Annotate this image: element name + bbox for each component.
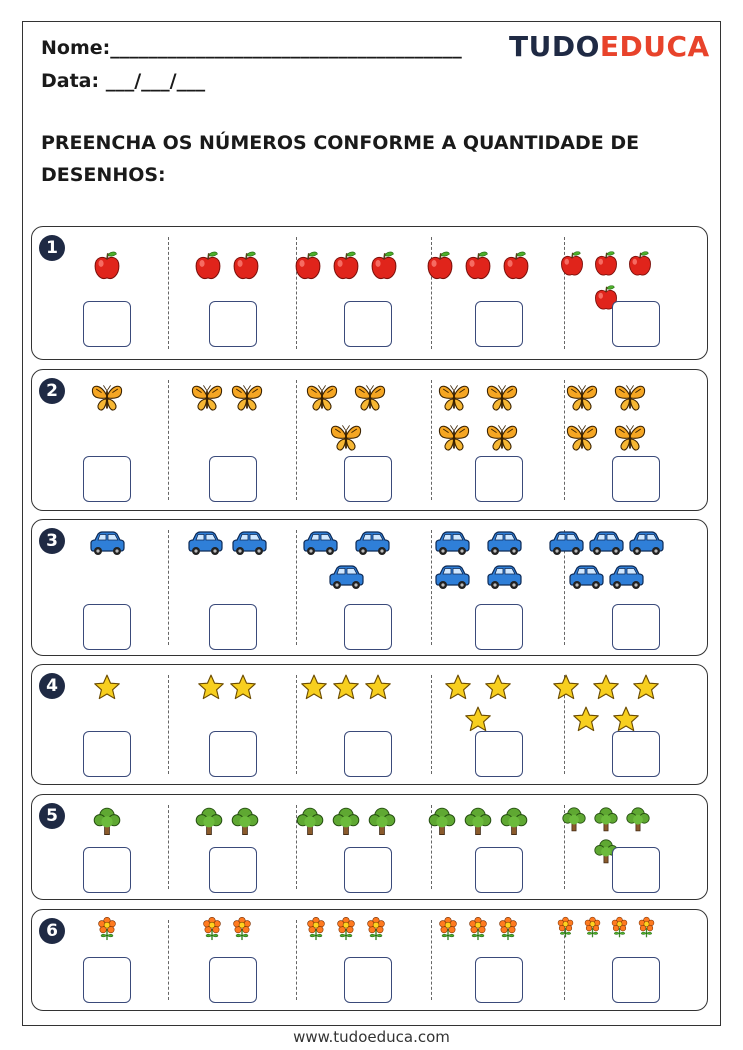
exercise-row-2 [31,369,708,511]
butterfly-icon [612,420,648,460]
flower-icon [554,916,577,943]
logo-part-1: TUDO [509,30,600,63]
butterfly-icon [612,380,648,420]
tree-icon [229,805,261,841]
flower-icon [635,916,658,943]
picture-group [545,916,667,943]
star-icon [300,673,328,705]
star-icon [332,673,360,705]
car-icon [87,528,127,562]
butterfly-icon [436,380,472,420]
answer-box[interactable] [475,604,523,650]
tree-icon [294,805,326,841]
answer-box[interactable] [344,731,392,777]
picture-group [285,249,407,287]
car-icon [484,562,524,596]
tree-icon [560,805,588,837]
tree-icon [193,805,225,841]
star-icon [364,673,392,705]
answer-box[interactable] [612,731,660,777]
star-icon [444,673,472,705]
car-icon [300,528,340,562]
picture-group [417,249,539,287]
apple-icon [625,249,655,283]
butterfly-icon [189,380,225,420]
picture-group [285,673,407,705]
car-icon [432,562,472,596]
picture-group [46,916,168,946]
answer-box[interactable] [344,604,392,650]
answer-box[interactable] [83,957,131,1003]
picture-group [285,380,407,460]
picture-group [166,380,288,420]
butterfly-icon [352,380,388,420]
butterfly-icon [304,380,340,420]
car-icon [326,562,366,596]
car-icon [432,528,472,562]
answer-box[interactable] [209,731,257,777]
footer-url: www.tudoeduca.com [293,1028,450,1046]
flower-icon [495,916,521,946]
picture-group [166,916,288,946]
car-icon [606,562,646,596]
date-field[interactable]: Data: ___/___/___ [41,70,206,92]
butterfly-icon [436,420,472,460]
tree-icon [498,805,530,841]
flower-icon [581,916,604,943]
answer-box[interactable] [475,957,523,1003]
picture-group [166,249,288,287]
flower-icon [94,916,120,946]
answer-box[interactable] [83,604,131,650]
picture-group [46,249,168,287]
car-icon [229,528,269,562]
picture-group [417,528,539,596]
car-icon [626,528,666,562]
exercise-row-5 [31,794,708,900]
answer-box[interactable] [209,456,257,502]
answer-box[interactable] [209,301,257,347]
star-icon [229,673,257,705]
picture-group [46,528,168,562]
tree-icon [330,805,362,841]
star-icon [632,673,660,705]
answer-box[interactable] [209,847,257,893]
flower-icon [229,916,255,946]
butterfly-icon [328,420,364,460]
logo [509,30,710,63]
picture-group [545,380,667,460]
apple-icon [367,249,401,287]
car-icon [546,528,586,562]
star-icon [93,673,121,705]
picture-group [285,916,407,946]
picture-group [545,528,667,596]
answer-box[interactable] [83,847,131,893]
flower-icon [363,916,389,946]
apple-icon [329,249,363,287]
answer-box[interactable] [209,957,257,1003]
star-icon [572,705,600,737]
picture-group [166,805,288,841]
picture-group [166,673,288,705]
star-icon [552,673,580,705]
answer-box[interactable] [612,847,660,893]
car-icon [586,528,626,562]
apple-icon [461,249,495,287]
answer-box[interactable] [83,731,131,777]
butterfly-icon [229,380,265,420]
flower-icon [303,916,329,946]
answer-box[interactable] [344,847,392,893]
answer-box[interactable] [612,957,660,1003]
answer-box[interactable] [344,456,392,502]
star-icon [592,673,620,705]
apple-icon [499,249,533,287]
picture-group [166,528,288,562]
butterfly-icon [484,420,520,460]
exercise-row-4 [31,664,708,785]
flower-icon [435,916,461,946]
apple-icon [90,249,124,287]
answer-box[interactable] [344,957,392,1003]
row-number-badge: 6 [39,918,65,944]
butterfly-icon [564,380,600,420]
exercise-row-1 [31,226,708,360]
picture-group [285,805,407,841]
picture-group [417,380,539,460]
picture-group [417,673,539,737]
answer-box[interactable] [475,731,523,777]
flower-icon [465,916,491,946]
answer-box[interactable] [475,847,523,893]
tree-icon [91,805,123,841]
picture-group [285,528,407,596]
answer-box[interactable] [612,456,660,502]
exercise-row-3 [31,519,708,656]
row-number-badge: 3 [39,528,65,554]
car-icon [352,528,392,562]
butterfly-icon [89,380,125,420]
apple-icon [229,249,263,287]
row-number-badge: 5 [39,803,65,829]
answer-box[interactable] [612,604,660,650]
row-number-badge: 1 [39,235,65,261]
flower-icon [608,916,631,943]
apple-icon [291,249,325,287]
answer-box[interactable] [344,301,392,347]
picture-group [46,380,168,420]
flower-icon [199,916,225,946]
picture-group [417,916,539,946]
name-field[interactable]: Nome:_____________________________________ [41,37,462,59]
butterfly-icon [484,380,520,420]
star-icon [197,673,225,705]
tree-icon [462,805,494,841]
answer-box[interactable] [475,456,523,502]
tree-icon [624,805,652,837]
car-icon [185,528,225,562]
star-icon [484,673,512,705]
picture-group [545,673,667,737]
picture-group [46,805,168,841]
car-icon [566,562,606,596]
answer-box[interactable] [209,604,257,650]
tree-icon [426,805,458,841]
answer-box[interactable] [612,301,660,347]
row-number-badge: 2 [39,378,65,404]
answer-box[interactable] [475,301,523,347]
answer-box[interactable] [83,301,131,347]
exercise-row-6 [31,909,708,1011]
instruction-text: PREENCHA OS NÚMEROS CONFORME A QUANTIDADE DE DESENHOS: [41,132,640,186]
car-icon [484,528,524,562]
flower-icon [333,916,359,946]
tree-icon [592,805,620,837]
tree-icon [366,805,398,841]
apple-icon [557,249,587,283]
picture-group [46,673,168,705]
apple-icon [423,249,457,287]
apple-icon [591,249,621,283]
row-number-badge: 4 [39,673,65,699]
logo-part-2: EDUCA [599,30,710,63]
answer-box[interactable] [83,456,131,502]
picture-group [417,805,539,841]
butterfly-icon [564,420,600,460]
apple-icon [191,249,225,287]
